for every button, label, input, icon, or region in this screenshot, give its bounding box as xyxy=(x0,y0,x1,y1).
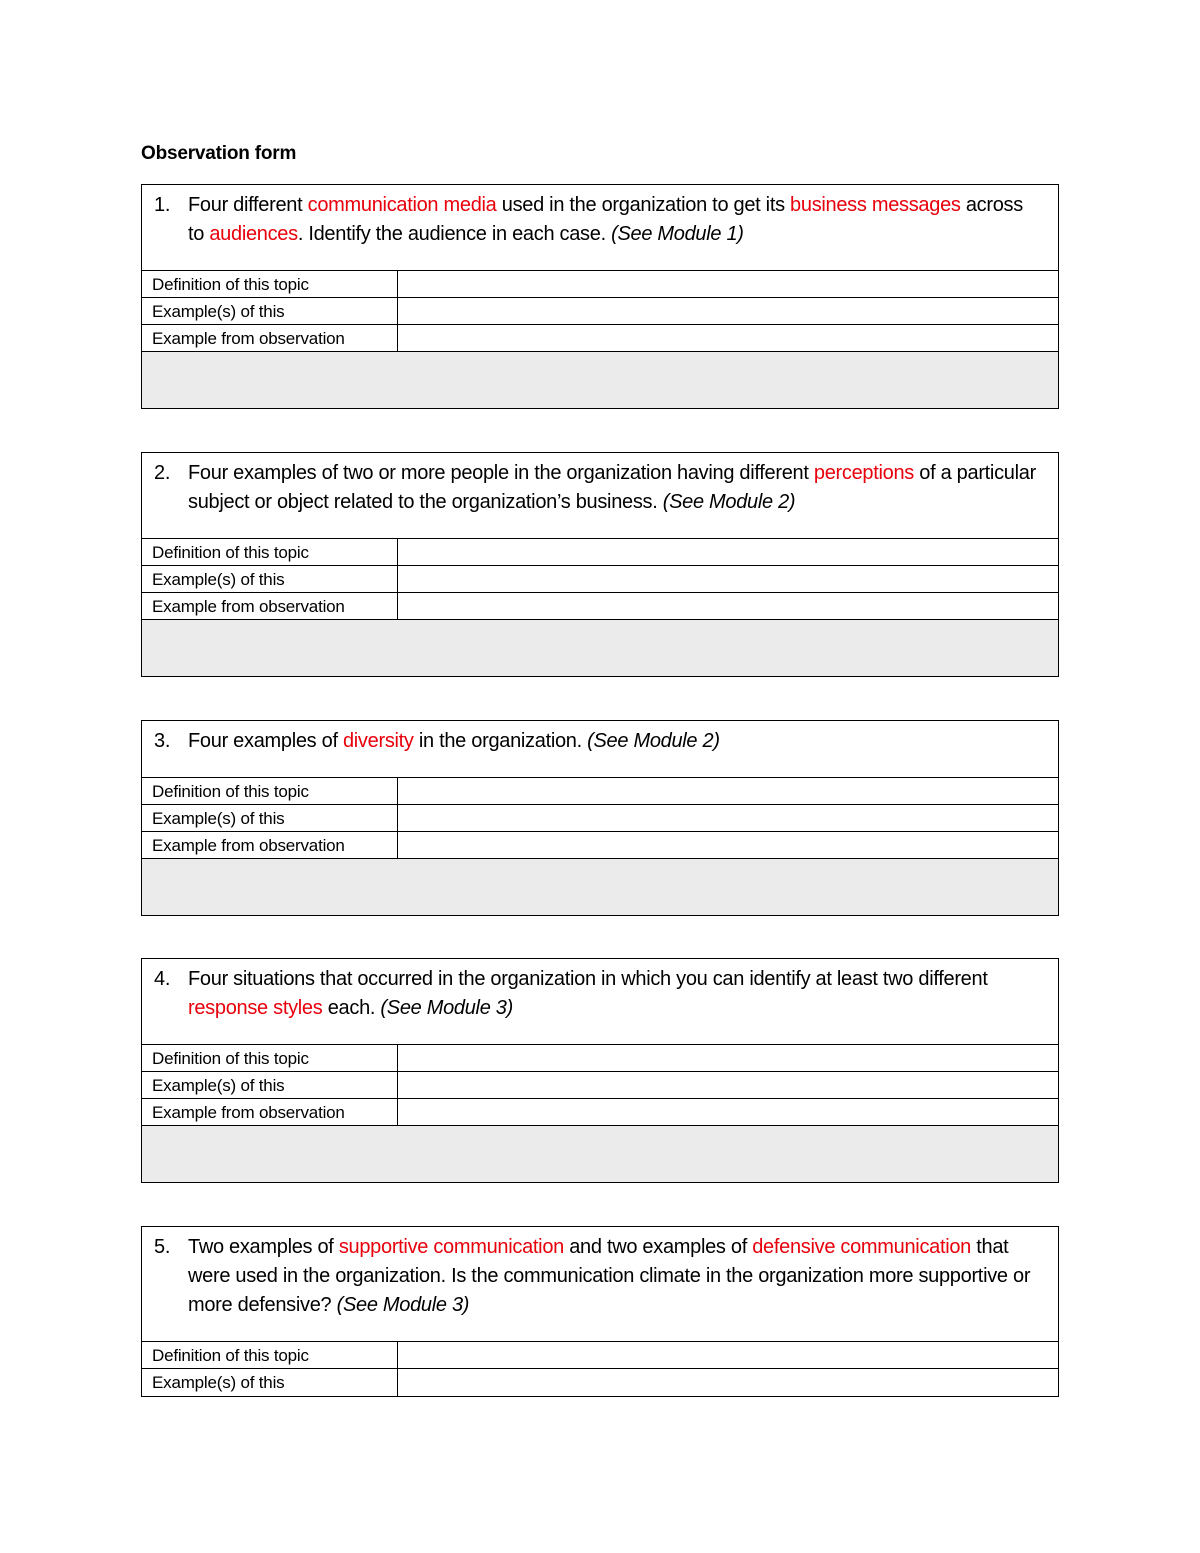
observation-row xyxy=(142,325,1058,352)
question-header xyxy=(142,959,1058,1045)
examples-field[interactable] xyxy=(398,566,1058,592)
question-header xyxy=(142,721,1058,778)
key-term: audiences xyxy=(209,223,298,245)
question-number: 3. xyxy=(154,730,171,752)
examples-label: Example(s) of this xyxy=(142,1072,398,1098)
module-reference: (See Module 2) xyxy=(662,491,796,513)
observation-row xyxy=(142,832,1058,859)
definition-row xyxy=(142,539,1058,566)
observation-label: Example from observation xyxy=(142,1099,398,1125)
observation-label: Example from observation xyxy=(142,325,398,351)
key-term: diversity xyxy=(342,730,414,752)
examples-row xyxy=(142,805,1058,832)
key-term: response styles xyxy=(188,997,323,1019)
question-block-4 xyxy=(141,958,1059,1183)
examples-field[interactable] xyxy=(398,298,1058,324)
definition-label: Definition of this topic xyxy=(142,271,398,297)
question-block-1 xyxy=(141,184,1059,409)
definition-field[interactable] xyxy=(398,1342,1058,1368)
examples-row xyxy=(142,1369,1058,1396)
page-title: Observation form xyxy=(141,143,297,164)
examples-row xyxy=(142,298,1058,325)
examples-field[interactable] xyxy=(398,1072,1058,1098)
definition-row xyxy=(142,271,1058,298)
question-text: Four situations that occurred in the organization in which you can identify at least two different response styles each. (See Module 3) xyxy=(188,968,988,1019)
question-number: 5. xyxy=(154,1236,171,1258)
definition-label: Definition of this topic xyxy=(142,1045,398,1071)
key-term: defensive communication xyxy=(752,1236,972,1258)
question-header xyxy=(142,185,1058,271)
definition-row xyxy=(142,1342,1058,1369)
definition-label: Definition of this topic xyxy=(142,1342,398,1368)
definition-field[interactable] xyxy=(398,778,1058,804)
question-header xyxy=(142,1227,1058,1342)
examples-label: Example(s) of this xyxy=(142,566,398,592)
question-number: 4. xyxy=(154,968,171,990)
observation-field[interactable] xyxy=(398,832,1058,858)
examples-field[interactable] xyxy=(398,805,1058,831)
observation-field[interactable] xyxy=(398,325,1058,351)
key-term: supportive communication xyxy=(338,1236,564,1258)
observation-field[interactable] xyxy=(398,593,1058,619)
observation-notes-area[interactable] xyxy=(142,859,1058,915)
question-block-5 xyxy=(141,1226,1059,1397)
key-term: business messages xyxy=(790,194,961,216)
examples-row xyxy=(142,1072,1058,1099)
definition-row xyxy=(142,1045,1058,1072)
definition-label: Definition of this topic xyxy=(142,539,398,565)
key-term: communication media xyxy=(307,194,497,216)
module-reference: (See Module 2) xyxy=(587,730,720,752)
observation-label: Example from observation xyxy=(142,593,398,619)
question-text: Four different communication media used in the organization to get its business messages across to audiences. Identify the audience in each case. (See Module 1) xyxy=(188,194,1023,245)
observation-notes-area[interactable] xyxy=(142,620,1058,676)
module-reference: (See Module 3) xyxy=(336,1294,470,1316)
question-number: 2. xyxy=(154,462,171,484)
question-block-3 xyxy=(141,720,1059,916)
definition-field[interactable] xyxy=(398,1045,1058,1071)
observation-row xyxy=(142,1099,1058,1126)
observation-notes-area[interactable] xyxy=(142,1126,1058,1182)
definition-label: Definition of this topic xyxy=(142,778,398,804)
question-text: Two examples of supportive communication and two examples of defensive communication that were used in the organization. Is the communication climate in the organization more supportive or more defensive? (See Module 3) xyxy=(188,1236,1031,1316)
examples-label: Example(s) of this xyxy=(142,1369,398,1396)
definition-field[interactable] xyxy=(398,539,1058,565)
observation-field[interactable] xyxy=(398,1099,1058,1125)
examples-label: Example(s) of this xyxy=(142,298,398,324)
question-header xyxy=(142,453,1058,539)
question-text: Four examples of diversity in the organization. (See Module 2) xyxy=(188,730,720,752)
observation-notes-area[interactable] xyxy=(142,352,1058,408)
definition-row xyxy=(142,778,1058,805)
examples-label: Example(s) of this xyxy=(142,805,398,831)
observation-label: Example from observation xyxy=(142,832,398,858)
module-reference: (See Module 3) xyxy=(380,997,513,1019)
definition-field[interactable] xyxy=(398,271,1058,297)
question-text: Four examples of two or more people in the organization having different perceptions of a particular subject or object related to the organization’s business. (See Module 2) xyxy=(188,462,1036,513)
examples-field[interactable] xyxy=(398,1369,1058,1396)
key-term: perceptions xyxy=(813,462,914,484)
examples-row xyxy=(142,566,1058,593)
observation-row xyxy=(142,593,1058,620)
module-reference: (See Module 1) xyxy=(611,223,744,245)
question-number: 1. xyxy=(154,194,171,216)
question-block-2 xyxy=(141,452,1059,677)
